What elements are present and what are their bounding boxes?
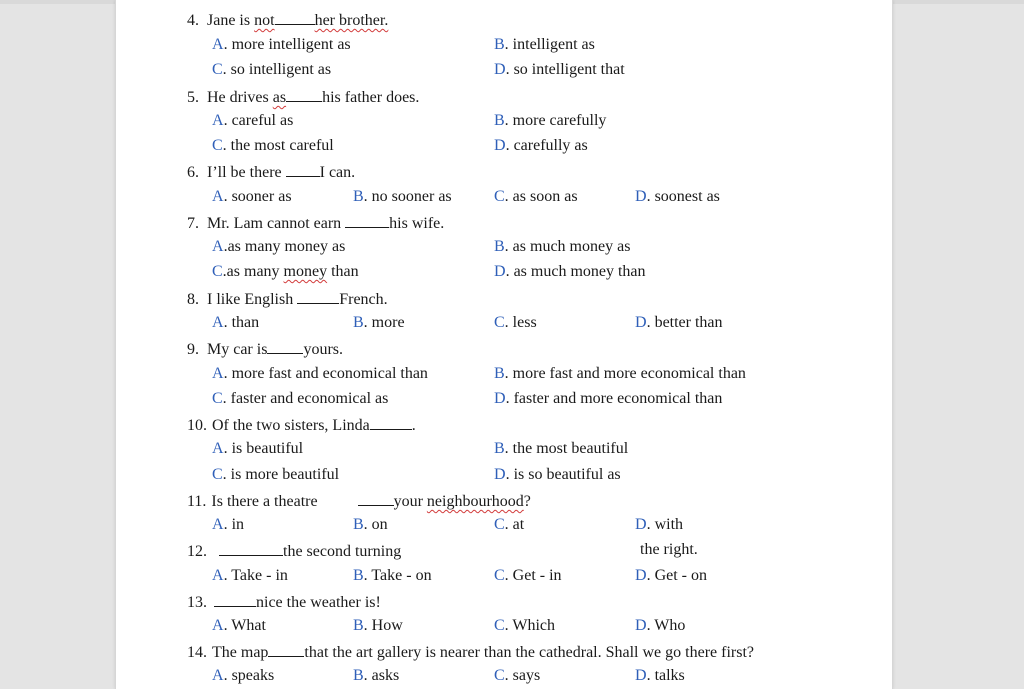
question-number: 4. <box>187 12 199 29</box>
option-c: C. says <box>494 667 541 684</box>
question-text: I’ll be there <box>207 164 286 181</box>
question-number: 13. <box>187 594 207 611</box>
option-d: D. talks <box>635 667 685 684</box>
spellcheck-word: money <box>283 263 328 280</box>
answer-blank <box>268 642 304 657</box>
question-text: Jane is <box>207 12 255 29</box>
option-c: C.as many money than <box>212 263 359 280</box>
question-number: 11. <box>187 493 207 510</box>
option-a: A.as many money as <box>212 238 346 255</box>
answer-blank <box>345 213 389 228</box>
question-number: 12. <box>187 543 207 560</box>
question-8 <box>187 289 388 309</box>
option-d: D. better than <box>635 314 723 331</box>
option-c: C. Which <box>494 617 556 634</box>
answer-blank <box>267 339 303 354</box>
question-text: Is there a theatre <box>211 493 318 510</box>
question-text: her brother. <box>314 12 389 29</box>
option-b: B. How <box>353 617 403 634</box>
option-a: A. is beautiful <box>212 440 304 457</box>
question-number: 8. <box>187 291 199 308</box>
option-a: A. more intelligent as <box>212 36 351 53</box>
question-text: ? <box>523 493 531 510</box>
question-text: his father does. <box>322 89 420 106</box>
option-d: D. carefully as <box>494 137 588 154</box>
option-b: B. the most beautiful <box>494 440 629 457</box>
question-12-tail: the right. <box>640 541 698 558</box>
question-13 <box>187 592 381 612</box>
question-9 <box>187 339 343 359</box>
option-c: C. at <box>494 516 525 533</box>
option-b: B. more carefully <box>494 112 607 129</box>
question-7 <box>187 213 444 233</box>
option-a: A. sooner as <box>212 188 292 205</box>
answer-blank <box>297 289 339 304</box>
question-text: My car is <box>207 341 268 358</box>
option-b: B. intelligent as <box>494 36 595 53</box>
option-b: B. asks <box>353 667 400 684</box>
spellcheck-word: as <box>272 89 287 106</box>
question-text: your <box>393 493 427 510</box>
option-c: C. faster and economical as <box>212 390 389 407</box>
option-d: D. as much money than <box>494 263 646 280</box>
question-10 <box>187 415 416 435</box>
question-text: that the art gallery is nearer than the cathedral. Shall we go there first? <box>304 644 755 661</box>
question-number: 10. <box>187 417 207 434</box>
question-text: French. <box>339 291 388 308</box>
option-a: A. Take - in <box>212 567 288 584</box>
option-c: C. Get - in <box>494 567 562 584</box>
option-b: B. more <box>353 314 405 331</box>
option-d: D. soonest as <box>635 188 720 205</box>
option-a: A. more fast and economical than <box>212 365 428 382</box>
option-a: A. What <box>212 617 266 634</box>
option-b: B. no sooner as <box>353 188 452 205</box>
question-4 <box>187 10 388 30</box>
option-d: D. is so beautiful as <box>494 466 621 483</box>
answer-blank <box>214 592 256 607</box>
option-d: D. faster and more economical than <box>494 390 723 407</box>
question-text: I can. <box>319 164 356 181</box>
question-11 <box>187 491 531 511</box>
question-text: the second turning <box>283 543 402 560</box>
option-b: B. as much money as <box>494 238 631 255</box>
spellcheck-word: neighbourhood <box>426 493 524 510</box>
question-text: Of the two sisters, Linda <box>212 417 370 434</box>
option-d: D. Get - on <box>635 567 707 584</box>
question-text: I like English <box>207 291 298 308</box>
question-6 <box>187 162 355 182</box>
question-number: 7. <box>187 215 199 232</box>
answer-blank <box>286 87 322 102</box>
question-number: 6. <box>187 164 199 181</box>
option-c: C. less <box>494 314 537 331</box>
option-a: A. careful as <box>212 112 294 129</box>
question-text: He drives <box>207 89 273 106</box>
option-c: C. so intelligent as <box>212 61 332 78</box>
option-a: A. than <box>212 314 260 331</box>
question-14 <box>187 642 754 662</box>
spellcheck-word: not <box>254 12 275 29</box>
answer-blank <box>286 162 320 177</box>
question-text: . <box>411 417 416 434</box>
answer-blank <box>358 491 394 506</box>
question-text: nice the weather is! <box>256 594 381 611</box>
question-text: his wife. <box>389 215 445 232</box>
question-12 <box>187 541 401 561</box>
option-b: B. more fast and more economical than <box>494 365 746 382</box>
question-text: yours. <box>303 341 343 358</box>
question-number: 14. <box>187 644 207 661</box>
question-text: The map <box>212 644 269 661</box>
answer-blank <box>275 10 315 25</box>
question-number: 5. <box>187 89 199 106</box>
option-a: A. speaks <box>212 667 275 684</box>
option-d: D. Who <box>635 617 686 634</box>
option-a: A. in <box>212 516 245 533</box>
answer-blank <box>219 541 283 556</box>
option-b: B. Take - on <box>353 567 432 584</box>
option-d: D. with <box>635 516 684 533</box>
question-text: Mr. Lam cannot earn <box>207 215 346 232</box>
option-d: D. so intelligent that <box>494 61 625 78</box>
question-5 <box>187 87 419 107</box>
option-c: C. as soon as <box>494 188 578 205</box>
option-c: C. the most careful <box>212 137 334 154</box>
option-b: B. on <box>353 516 388 533</box>
answer-blank <box>370 415 412 430</box>
question-number: 9. <box>187 341 199 358</box>
option-c: C. is more beautiful <box>212 466 340 483</box>
